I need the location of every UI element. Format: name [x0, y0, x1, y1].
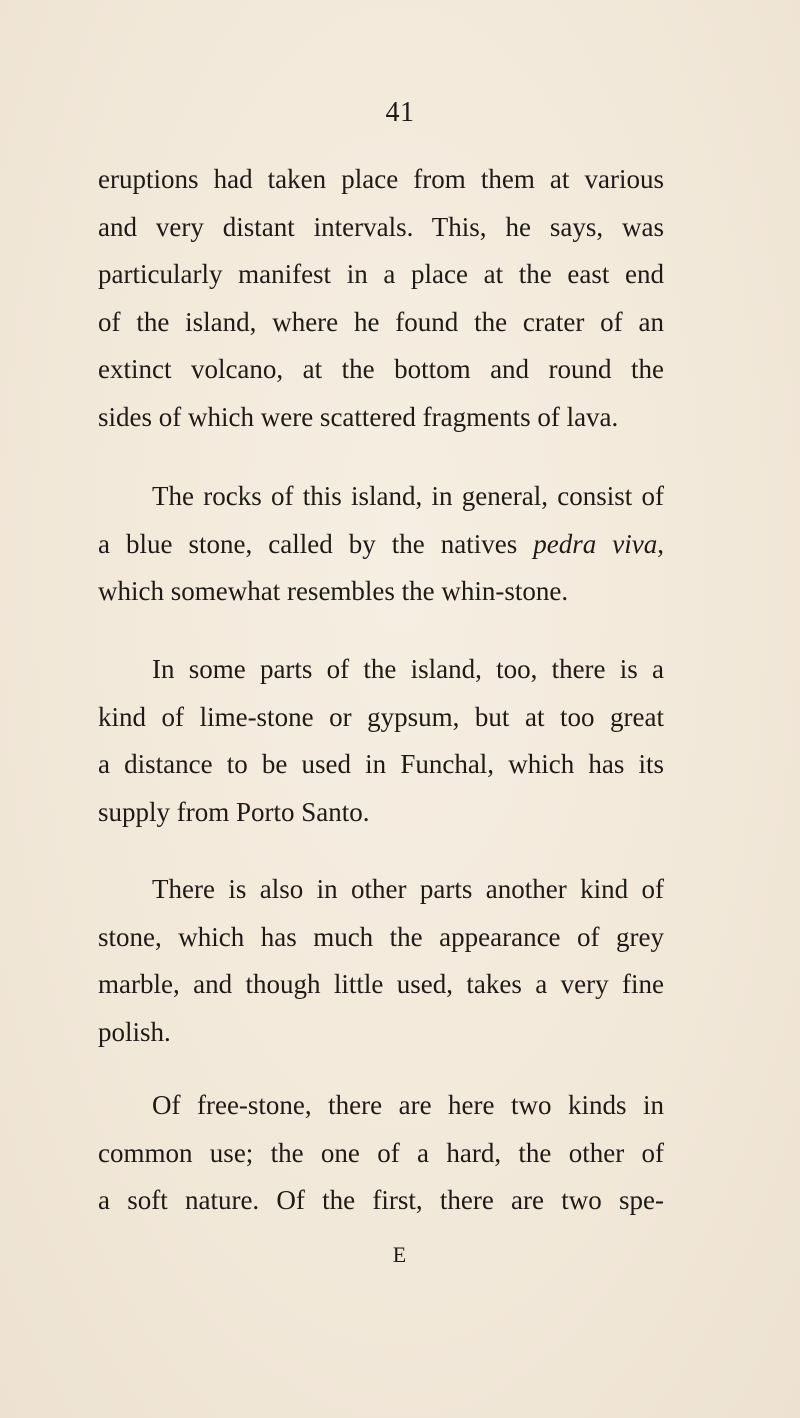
text-line: particularly manifest in a place at the east end [98, 259, 664, 289]
text-line: which somewhat resembles the whin-stone. [98, 576, 569, 606]
text-line: supply from Porto Santo. [98, 796, 370, 827]
text-line: a distance to be used in Funchal, which has its [98, 749, 664, 779]
text-fragment: a blue stone, called by the natives [98, 528, 518, 559]
text-line: eruptions had taken place from them at various [98, 164, 664, 194]
text-line: common use; the one of a hard, the other of [98, 1137, 664, 1168]
text-line: and very distant intervals. This, he says, was [98, 211, 664, 242]
page-number: 41 [385, 97, 415, 128]
text-line: stone, which has much the appearance of grey [98, 921, 664, 952]
text-line-with-term [98, 521, 664, 569]
text-line: extinct volcano, at the bottom and round the [98, 354, 664, 384]
punctuation: , [657, 528, 665, 559]
italic-term: pedra viva [533, 528, 658, 559]
text-line: There is also in other parts another kind of [152, 874, 664, 904]
paragraph-free-stone [98, 1082, 664, 1225]
paragraph-grey-marble [98, 866, 664, 1056]
text-line: In some parts of the island, too, there is a [152, 654, 664, 684]
signature-mark: E [392, 1242, 408, 1267]
paragraph-rocks [98, 473, 664, 616]
paragraph-lime-stone [98, 646, 664, 836]
text-line: marble, and though little used, takes a very fine [98, 969, 664, 999]
paragraph-eruptions [98, 156, 664, 441]
text-line: The rocks of this island, in general, consist of [152, 481, 664, 511]
text-line: of the island, where he found the crater of an [98, 306, 664, 337]
text-line: sides of which were scattered fragments of lava. [98, 401, 619, 432]
text-line: polish. [98, 1016, 171, 1047]
text-line: a soft nature. Of the first, there are two spe- [98, 1185, 664, 1215]
text-line: kind of lime-stone or gypsum, but at too great [98, 701, 664, 732]
text-line: Of free-stone, there are here two kinds in [152, 1090, 664, 1120]
